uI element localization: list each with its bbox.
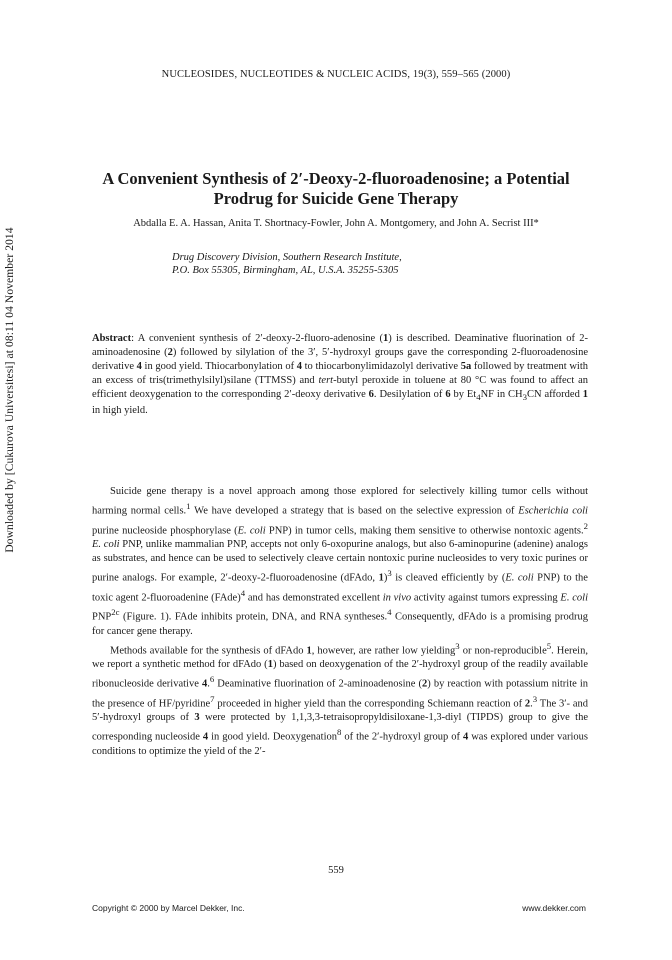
reference-marker: 3 [532, 693, 538, 704]
paragraph-text: of the 2′-hydroxyl group of [341, 731, 463, 743]
download-watermark [2, 130, 18, 650]
affiliation-line-1: Drug Discovery Division, Southern Research Institute, [172, 252, 402, 263]
abstract-text: followed by treatment with an excess of tris(trimethylsilyl)silane (TTMSS) and [92, 361, 588, 386]
affiliation [172, 252, 592, 277]
paragraph-text: is cleaved efficiently by ( [391, 572, 506, 584]
article-title [70, 169, 602, 209]
compound-number: 2 [167, 347, 173, 358]
paragraph-text: , however, are rather low yielding [311, 645, 456, 656]
reference-marker: 5 [546, 640, 552, 651]
abstract [92, 332, 588, 418]
reference-marker: 3 [387, 568, 392, 578]
title-line-2: Prodrug for Suicide Gene Therapy [213, 189, 459, 208]
paragraph-text: . [207, 678, 210, 690]
reference-marker: 2 [583, 520, 588, 531]
author-list: Abdalla E. A. Hassan, Anita T. Shortnacy-Fowler, John A. Montgomery, and John A. Secrist III* [133, 218, 539, 229]
paragraph-text: Methods available for the synthesis of dFAdo [110, 645, 307, 656]
paragraph-text: in good yield. Deoxygenation [208, 731, 337, 743]
compound-number: 1 [378, 572, 384, 584]
page-number: 559 [328, 865, 344, 876]
italic-term: E. coli [237, 525, 266, 536]
italic-term: tert [318, 375, 334, 386]
abstract-text: ) is described. Deaminative fluorination of 2-aminoadenosine ( [92, 333, 588, 358]
paragraph-text: PNP) in tumor cells, making them sensitive to otherwise nontoxic agents. [265, 525, 584, 536]
paragraph-text: ) based on deoxygenation of the 2′-hydroxyl group of the readily available ribonucleoside derivative [92, 659, 588, 690]
paragraph-text: (Figure. 1). FAde inhibits protein, DNA, and RNA syntheses. [119, 611, 388, 623]
compound-number: 2 [524, 698, 531, 709]
affiliation-line-2: P.O. Box 55305, Birmingham, AL, U.S.A. 35255-5305 [172, 264, 399, 276]
paragraph-text: PNP [92, 611, 112, 623]
subscript: 4 [476, 392, 481, 403]
italic-term: in vivo [382, 592, 412, 603]
paragraph-text: . [530, 698, 533, 709]
abstract-label: Abstract [92, 333, 132, 344]
italic-term: Escherichia coli [518, 505, 588, 517]
reference-marker: 4 [387, 607, 392, 617]
paragraph-text: PNP, unlike mammalian PNP, accepts not only 6-oxopurine analogs, but also 6-aminopurine (adenine) analogs as substrates, and hence can be used to selectively cleave certain nontoxic purine nucleosides to very toxic purines or purine analogs. For example, 2′-deoxy-2-fluoroadenosine (dFAdo, [92, 539, 588, 584]
download-watermark-text: Downloaded by [Cukurova Universitesi] at 08:11 04 November 2014 [4, 227, 16, 553]
compound-number: 4 [202, 731, 209, 743]
compound-number: 1 [582, 389, 588, 400]
paragraph-text: were protected by 1,1,3,3-tetraisopropyldisiloxane-1,3-diyl (TIPDS) group to give the corresponding nucleoside [92, 712, 588, 743]
running-header: NUCLEOSIDES, NUCLEOTIDES & NUCLEIC ACIDS, 19(3), 559–565 (2000) [161, 69, 511, 80]
paragraph-text: We have developed a strategy that is based on the selective expression of [190, 505, 519, 517]
compound-number: 6 [368, 389, 374, 400]
italic-term: E. coli [505, 572, 534, 584]
reference-marker: 2c [111, 607, 120, 617]
compound-number: 4 [136, 361, 142, 372]
abstract-text: CN afforded [526, 389, 583, 400]
paragraph-1 [92, 485, 588, 639]
paragraph-text: purine nucleoside phosphorylase ( [92, 525, 238, 536]
compound-number: 4 [462, 731, 469, 743]
paragraph-text: Consequently, dFAdo is a promising prodrug for cancer gene therapy. [92, 611, 588, 637]
paragraph-text: ) [383, 572, 388, 584]
compound-number: 6 [445, 389, 451, 400]
abstract-text: by Et [450, 389, 477, 400]
abstract-text: -butyl peroxide in toluene at 80 °C was found to affect an efficient deoxygenation to the corresponding 2′-deoxy derivative [92, 375, 588, 400]
abstract-text: to thiocarbonylimidazolyl derivative [301, 361, 461, 372]
reference-marker: 4 [240, 587, 246, 598]
reference-marker: 3 [455, 640, 460, 651]
abstract-text: : A convenient synthesis of 2′-deoxy-2-fluoro-adenosine ( [131, 333, 383, 344]
publisher-url[interactable]: www.dekker.com [522, 903, 586, 913]
paragraph-text: activity against tumors expressing [411, 592, 561, 603]
compound-number: 3 [194, 712, 200, 723]
compound-number: 1 [383, 333, 389, 344]
abstract-text: ) followed by silylation of the 3′, 5′-hydroxyl groups gave the corresponding 2-fluoroadenosine derivative [92, 347, 588, 372]
paragraph-text: proceeded in higher yield than the corresponding Schiemann reaction of [214, 698, 525, 709]
paragraph-text: and has demonstrated excellent [245, 592, 383, 603]
reference-marker: 6 [209, 674, 215, 684]
paragraph-text: or non-reproducible [459, 645, 547, 656]
paragraph-text: The 3′- and 5′-hydroxyl groups of [92, 698, 588, 723]
paragraph-2 [92, 639, 588, 759]
paragraph-text: . Herein, we report a synthetic method for dFAdo ( [92, 645, 588, 670]
italic-term: E. coli [560, 592, 588, 603]
italic-term: E. coli [92, 539, 120, 550]
abstract-text: NF in CH [480, 389, 523, 400]
compound-number: 4 [296, 361, 302, 372]
paragraph-text: Suicide gene therapy is a novel approach among those explored for selectively killing tumor cells without harming normal cells. [92, 486, 588, 517]
compound-number: 2 [422, 678, 428, 690]
compound-number: 1 [306, 645, 312, 656]
reference-marker: 8 [337, 727, 342, 737]
abstract-text: in high yield. [92, 405, 148, 417]
compound-number: 1 [267, 659, 273, 670]
abstract-text: . Desilylation of [373, 389, 446, 400]
title-line-1: A Convenient Synthesis of 2′-Deoxy-2-fluoroadenosine; a Potential [102, 169, 570, 188]
abstract-text: in good yield. Thiocarbonylation of [141, 361, 297, 372]
copyright-notice: Copyright © 2000 by Marcel Dekker, Inc. [92, 903, 245, 913]
reference-marker: 1 [186, 501, 191, 511]
body-text [92, 485, 588, 759]
compound-number: 4 [201, 678, 208, 690]
paragraph-text: PNP) to the toxic agent 2-fluoroadenine (FAde) [92, 572, 588, 603]
reference-marker: 7 [210, 693, 215, 704]
compound-number: 5a [460, 361, 472, 372]
subscript: 3 [522, 392, 527, 403]
paragraph-text: was explored under various conditions to optimize the yield of the 2′- [92, 731, 588, 757]
paragraph-text: Deaminative fluorination of 2-aminoadenosine ( [214, 678, 423, 690]
paragraph-text: ) by reaction with potassium nitrite in the presence of HF/pyridine [92, 678, 589, 709]
